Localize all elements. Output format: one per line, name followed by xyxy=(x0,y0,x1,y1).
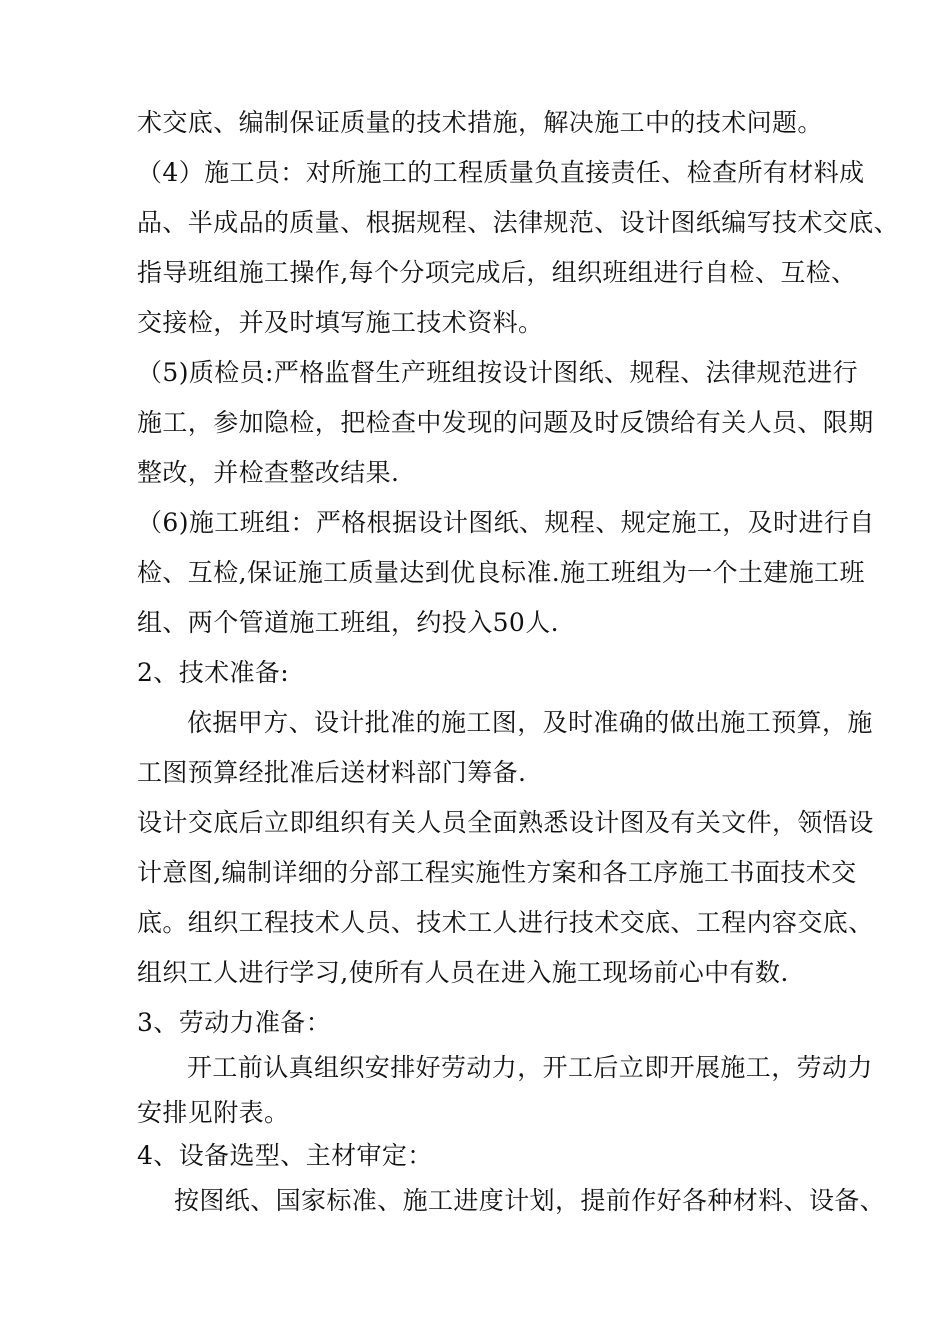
text-line: （6)施工班组：严格根据设计图纸、规程、规定施工，及时进行自 xyxy=(137,508,875,537)
text-line: （4）施工员：对所施工的工程质量负直接责任、检查所有材料成 xyxy=(137,158,865,187)
text-line: 计意图,编制详细的分部工程实施性方案和各工序施工书面技术交 xyxy=(137,858,857,887)
text-line: 按图纸、国家标准、施工进度计划，提前作好各种材料、设备、 xyxy=(174,1186,886,1215)
text-line: 依据甲方、设计批准的施工图，及时准确的做出施工预算，施 xyxy=(187,708,873,737)
text-line: 组织工人进行学习,使所有人员在进入施工现场前心中有数. xyxy=(137,958,789,987)
text-line: 底。组织工程技术人员、技术工人进行技术交底、工程内容交底、 xyxy=(137,908,874,937)
text-line: 安排见附表。 xyxy=(137,1098,290,1127)
text-line: 指导班组施工操作,每个分项完成后，组织班组进行自检、互检、 xyxy=(137,258,857,287)
text-line: 整改，并检查整改结果. xyxy=(137,458,400,487)
text-line: 检、互检,保证施工质量达到优良标准.施工班组为一个土建施工班 xyxy=(137,558,865,587)
text-line: 交接检，并及时填写施工技术资料。 xyxy=(137,308,544,337)
text-line: 施工，参加隐检，把检查中发现的问题及时反馈给有关人员、限期 xyxy=(137,408,874,437)
text-line: 品、半成品的质量、根据规程、法律规范、设计图纸编写技术交底、 xyxy=(137,208,900,237)
text-line: 工图预算经批准后送材料部门筹备. xyxy=(137,758,527,787)
section-heading: 4、设备选型、主材审定： xyxy=(137,1141,433,1170)
section-heading: 3、劳动力准备： xyxy=(137,1008,332,1037)
text-line: 组、两个管道施工班组，约投入50人. xyxy=(137,608,559,637)
text-line: （5)质检员:严格监督生产班组按设计图纸、规程、法律规范进行 xyxy=(137,358,859,387)
text-line: 设计交底后立即组织有关人员全面熟悉设计图及有关文件，领悟设 xyxy=(137,808,874,837)
section-heading: 2、技术准备: xyxy=(137,658,290,687)
text-line: 术交底、编制保证质量的技术措施，解决施工中的技术问题。 xyxy=(137,108,823,137)
text-line: 开工前认真组织安排好劳动力，开工后立即开展施工，劳动力 xyxy=(187,1053,873,1082)
